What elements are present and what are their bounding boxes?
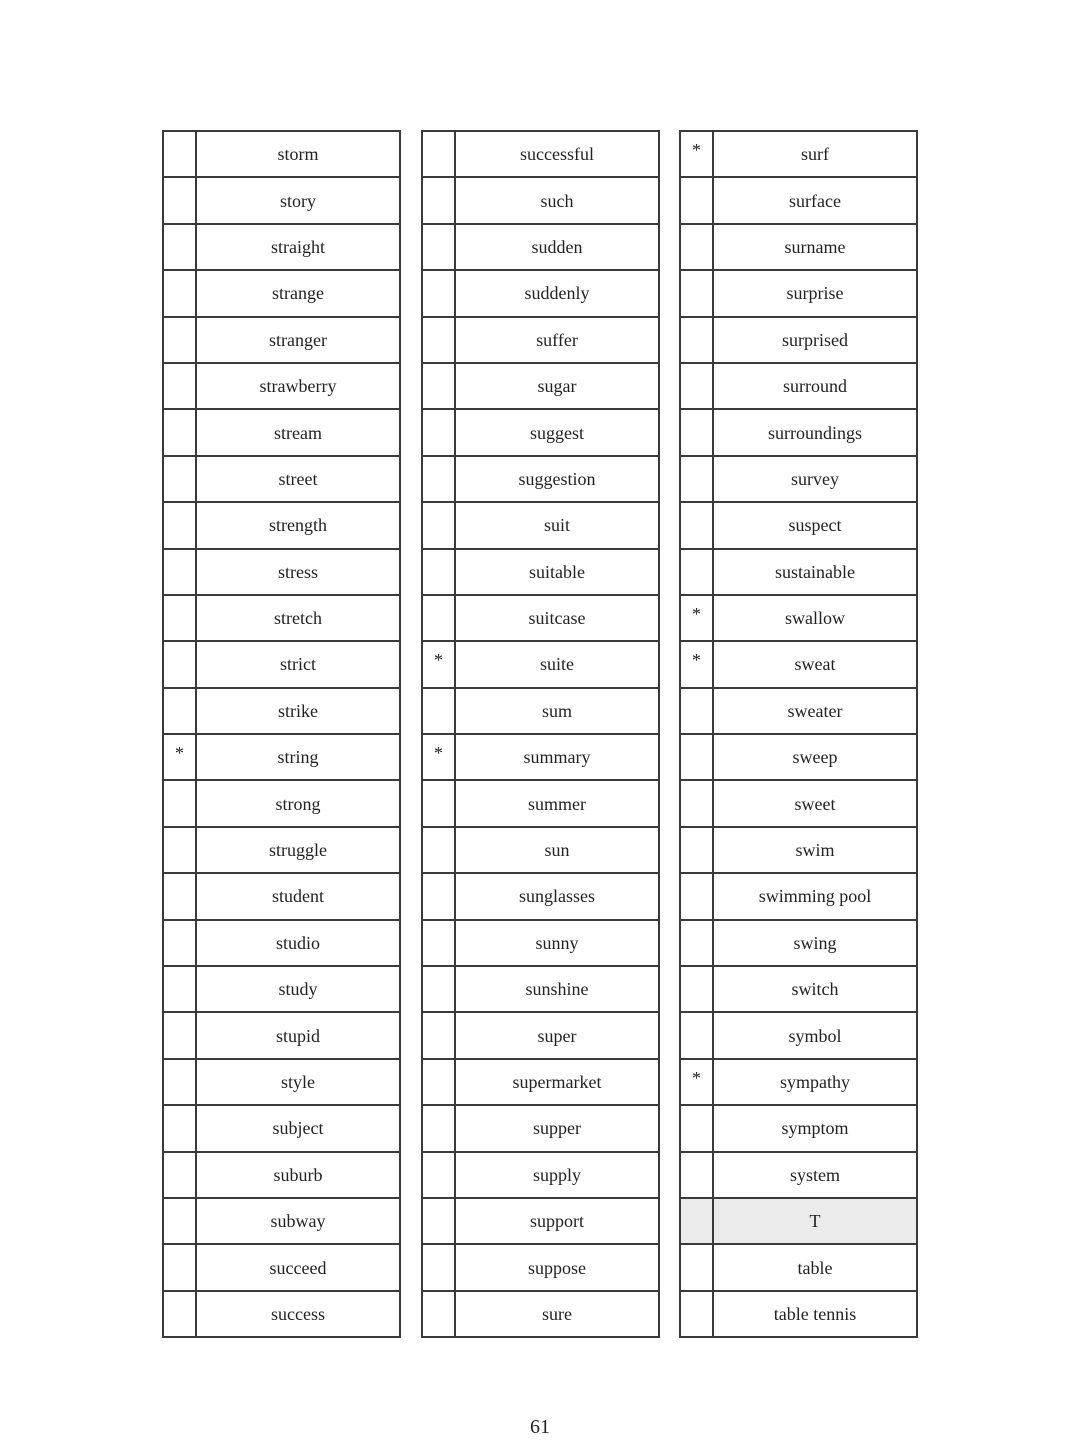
mark-cell [163, 1244, 196, 1290]
table-row [422, 1059, 659, 1105]
mark-cell [680, 1291, 713, 1337]
mark-cell [680, 456, 713, 502]
table-row [680, 688, 917, 734]
mark-cell [680, 734, 713, 780]
word-cell: support [455, 1198, 659, 1244]
mark-cell [163, 1198, 196, 1244]
table-row [422, 270, 659, 316]
table-row [680, 595, 917, 641]
table-row [422, 224, 659, 270]
table-row [680, 317, 917, 363]
word-cell: summary [455, 734, 659, 780]
table-row [163, 409, 400, 455]
mark-cell [680, 1244, 713, 1290]
table-row [163, 1291, 400, 1337]
mark-cell: * [680, 595, 713, 641]
word-cell: surname [713, 224, 917, 270]
mark-cell [422, 549, 455, 595]
mark-cell [680, 502, 713, 548]
word-cell: sure [455, 1291, 659, 1337]
table-row [163, 688, 400, 734]
word-cell: subject [196, 1105, 400, 1151]
table-row [163, 1198, 400, 1244]
word-table-3 [679, 130, 918, 1338]
mark-cell [422, 177, 455, 223]
table-row [680, 1059, 917, 1105]
mark-cell: * [680, 1059, 713, 1105]
mark-cell [163, 131, 196, 177]
mark-cell [422, 595, 455, 641]
word-cell: super [455, 1012, 659, 1058]
mark-cell [422, 317, 455, 363]
table-row [422, 363, 659, 409]
word-cell: summer [455, 780, 659, 826]
word-cell: succeed [196, 1244, 400, 1290]
word-cell: suddenly [455, 270, 659, 316]
table-row [680, 1291, 917, 1337]
mark-cell [163, 966, 196, 1012]
word-cell: surround [713, 363, 917, 409]
word-cell: strong [196, 780, 400, 826]
word-cell: study [196, 966, 400, 1012]
word-cell: strict [196, 641, 400, 687]
section-header-row [680, 1198, 917, 1244]
word-cell: swimming pool [713, 873, 917, 919]
table-row [163, 1059, 400, 1105]
mark-cell [680, 409, 713, 455]
word-cell: suppose [455, 1244, 659, 1290]
table-row [422, 502, 659, 548]
mark-cell [422, 1291, 455, 1337]
mark-cell [422, 224, 455, 270]
word-cell: sudden [455, 224, 659, 270]
word-cell: stupid [196, 1012, 400, 1058]
word-cell: storm [196, 131, 400, 177]
table-row [163, 1105, 400, 1151]
word-cell: supply [455, 1152, 659, 1198]
word-cell: switch [713, 966, 917, 1012]
mark-cell [163, 827, 196, 873]
mark-cell [163, 1059, 196, 1105]
word-cell: suit [455, 502, 659, 548]
table-row [422, 595, 659, 641]
word-cell: suburb [196, 1152, 400, 1198]
word-cell: suitable [455, 549, 659, 595]
word-cell: supper [455, 1105, 659, 1151]
word-cell: sweet [713, 780, 917, 826]
word-cell: string [196, 734, 400, 780]
table-row [422, 409, 659, 455]
mark-cell [163, 1152, 196, 1198]
word-cell: strike [196, 688, 400, 734]
table-row [163, 270, 400, 316]
word-cell: strange [196, 270, 400, 316]
word-cell: stranger [196, 317, 400, 363]
word-cell: successful [455, 131, 659, 177]
mark-cell [422, 409, 455, 455]
mark-cell [422, 1059, 455, 1105]
table-row [422, 456, 659, 502]
mark-cell [680, 827, 713, 873]
table-row [163, 1012, 400, 1058]
word-cell: straight [196, 224, 400, 270]
word-cell: table [713, 1244, 917, 1290]
table-row [422, 1198, 659, 1244]
table-row [422, 966, 659, 1012]
word-cell: system [713, 1152, 917, 1198]
table-row [680, 641, 917, 687]
mark-cell [422, 966, 455, 1012]
table-row [163, 641, 400, 687]
mark-cell [163, 595, 196, 641]
mark-cell [680, 177, 713, 223]
table-row [422, 641, 659, 687]
word-cell: surroundings [713, 409, 917, 455]
table-row [163, 595, 400, 641]
mark-cell [163, 1291, 196, 1337]
word-cell: surf [713, 131, 917, 177]
mark-cell [163, 873, 196, 919]
table-row [680, 920, 917, 966]
mark-cell: * [163, 734, 196, 780]
table-row [680, 409, 917, 455]
word-cell: such [455, 177, 659, 223]
mark-cell [163, 502, 196, 548]
word-cell: sweater [713, 688, 917, 734]
mark-cell [680, 1105, 713, 1151]
table-row [422, 177, 659, 223]
mark-cell [163, 363, 196, 409]
mark-cell [422, 1152, 455, 1198]
mark-cell [680, 966, 713, 1012]
mark-cell [422, 873, 455, 919]
word-cell: symbol [713, 1012, 917, 1058]
mark-cell [680, 317, 713, 363]
mark-cell [680, 1152, 713, 1198]
word-cell: swallow [713, 595, 917, 641]
word-table-2 [421, 130, 660, 1338]
table-row [680, 131, 917, 177]
section-letter: T [713, 1198, 917, 1244]
mark-cell [422, 1244, 455, 1290]
mark-cell [422, 827, 455, 873]
word-cell: sweep [713, 734, 917, 780]
word-cell: suite [455, 641, 659, 687]
table-row [680, 270, 917, 316]
mark-cell [163, 177, 196, 223]
table-row [422, 780, 659, 826]
table-row [680, 549, 917, 595]
word-cell: survey [713, 456, 917, 502]
table-row [163, 966, 400, 1012]
mark-cell [680, 549, 713, 595]
table-row [163, 873, 400, 919]
mark-cell [680, 1012, 713, 1058]
word-cell: sun [455, 827, 659, 873]
table-row [422, 920, 659, 966]
table-row [163, 224, 400, 270]
word-cell: stress [196, 549, 400, 595]
word-cell: surface [713, 177, 917, 223]
table-row [680, 363, 917, 409]
word-cell: suggestion [455, 456, 659, 502]
table-row [680, 1012, 917, 1058]
table-row [680, 1105, 917, 1151]
table-row [422, 1012, 659, 1058]
table-row [422, 1291, 659, 1337]
word-cell: subway [196, 1198, 400, 1244]
mark-cell [680, 688, 713, 734]
table-row [680, 1244, 917, 1290]
mark-cell [422, 688, 455, 734]
word-cell: struggle [196, 827, 400, 873]
table-row [163, 827, 400, 873]
table-row [163, 920, 400, 966]
word-cell: stream [196, 409, 400, 455]
page-number: 61 [530, 1416, 550, 1438]
table-row [422, 734, 659, 780]
table-row [680, 177, 917, 223]
table-row [422, 317, 659, 363]
mark-cell: * [422, 641, 455, 687]
mark-cell [680, 780, 713, 826]
mark-cell: * [422, 734, 455, 780]
word-cell: surprised [713, 317, 917, 363]
table-row [422, 827, 659, 873]
word-cell: strawberry [196, 363, 400, 409]
word-cell: sunny [455, 920, 659, 966]
word-cell: sunglasses [455, 873, 659, 919]
word-cell: surprise [713, 270, 917, 316]
mark-cell [163, 317, 196, 363]
table-row [163, 177, 400, 223]
word-cell: table tennis [713, 1291, 917, 1337]
mark-cell [163, 409, 196, 455]
word-cell: stretch [196, 595, 400, 641]
table-row [163, 131, 400, 177]
mark-cell [163, 780, 196, 826]
mark-cell: * [680, 641, 713, 687]
mark-cell [680, 224, 713, 270]
mark-cell [422, 920, 455, 966]
table-row [163, 456, 400, 502]
word-cell: success [196, 1291, 400, 1337]
table-row [680, 456, 917, 502]
word-cell: suffer [455, 317, 659, 363]
mark-cell [422, 1012, 455, 1058]
mark-cell [422, 780, 455, 826]
word-cell: sustainable [713, 549, 917, 595]
mark-cell [680, 363, 713, 409]
word-cell: studio [196, 920, 400, 966]
mark-cell [422, 1198, 455, 1244]
table-row [680, 502, 917, 548]
table-row [680, 873, 917, 919]
mark-cell [422, 502, 455, 548]
table-row [163, 780, 400, 826]
word-cell: supermarket [455, 1059, 659, 1105]
mark-cell [163, 688, 196, 734]
table-row [422, 1105, 659, 1151]
mark-cell [422, 270, 455, 316]
mark-cell [680, 920, 713, 966]
mark-cell [422, 131, 455, 177]
table-row [163, 1152, 400, 1198]
word-cell: sunshine [455, 966, 659, 1012]
table-row [680, 224, 917, 270]
mark-cell [163, 456, 196, 502]
table-row [422, 131, 659, 177]
table-row [163, 549, 400, 595]
table-row [163, 317, 400, 363]
word-cell: sugar [455, 363, 659, 409]
word-cell: street [196, 456, 400, 502]
word-cell: story [196, 177, 400, 223]
mark-cell: * [680, 131, 713, 177]
word-cell: sum [455, 688, 659, 734]
word-cell: style [196, 1059, 400, 1105]
table-row [422, 688, 659, 734]
table-row [163, 734, 400, 780]
table-row [422, 873, 659, 919]
mark-cell [163, 641, 196, 687]
word-cell: symptom [713, 1105, 917, 1151]
word-cell: student [196, 873, 400, 919]
table-row [422, 1152, 659, 1198]
table-row [163, 1244, 400, 1290]
mark-cell [163, 1012, 196, 1058]
table-row [680, 966, 917, 1012]
mark-cell [163, 1105, 196, 1151]
mark-cell [680, 873, 713, 919]
word-cell: sympathy [713, 1059, 917, 1105]
word-cell: swing [713, 920, 917, 966]
mark-cell [163, 270, 196, 316]
table-row [422, 1244, 659, 1290]
mark-cell [680, 1198, 713, 1244]
word-cell: suggest [455, 409, 659, 455]
word-cell: swim [713, 827, 917, 873]
word-cell: suitcase [455, 595, 659, 641]
table-row [680, 827, 917, 873]
table-row [163, 502, 400, 548]
mark-cell [422, 456, 455, 502]
table-row [422, 549, 659, 595]
word-cell: suspect [713, 502, 917, 548]
table-row [680, 780, 917, 826]
mark-cell [163, 920, 196, 966]
table-row [680, 1152, 917, 1198]
mark-cell [163, 224, 196, 270]
mark-cell [422, 363, 455, 409]
word-cell: strength [196, 502, 400, 548]
table-row [163, 363, 400, 409]
word-table-1 [162, 130, 401, 1338]
mark-cell [163, 549, 196, 595]
table-row [680, 734, 917, 780]
word-cell: sweat [713, 641, 917, 687]
mark-cell [422, 1105, 455, 1151]
mark-cell [680, 270, 713, 316]
